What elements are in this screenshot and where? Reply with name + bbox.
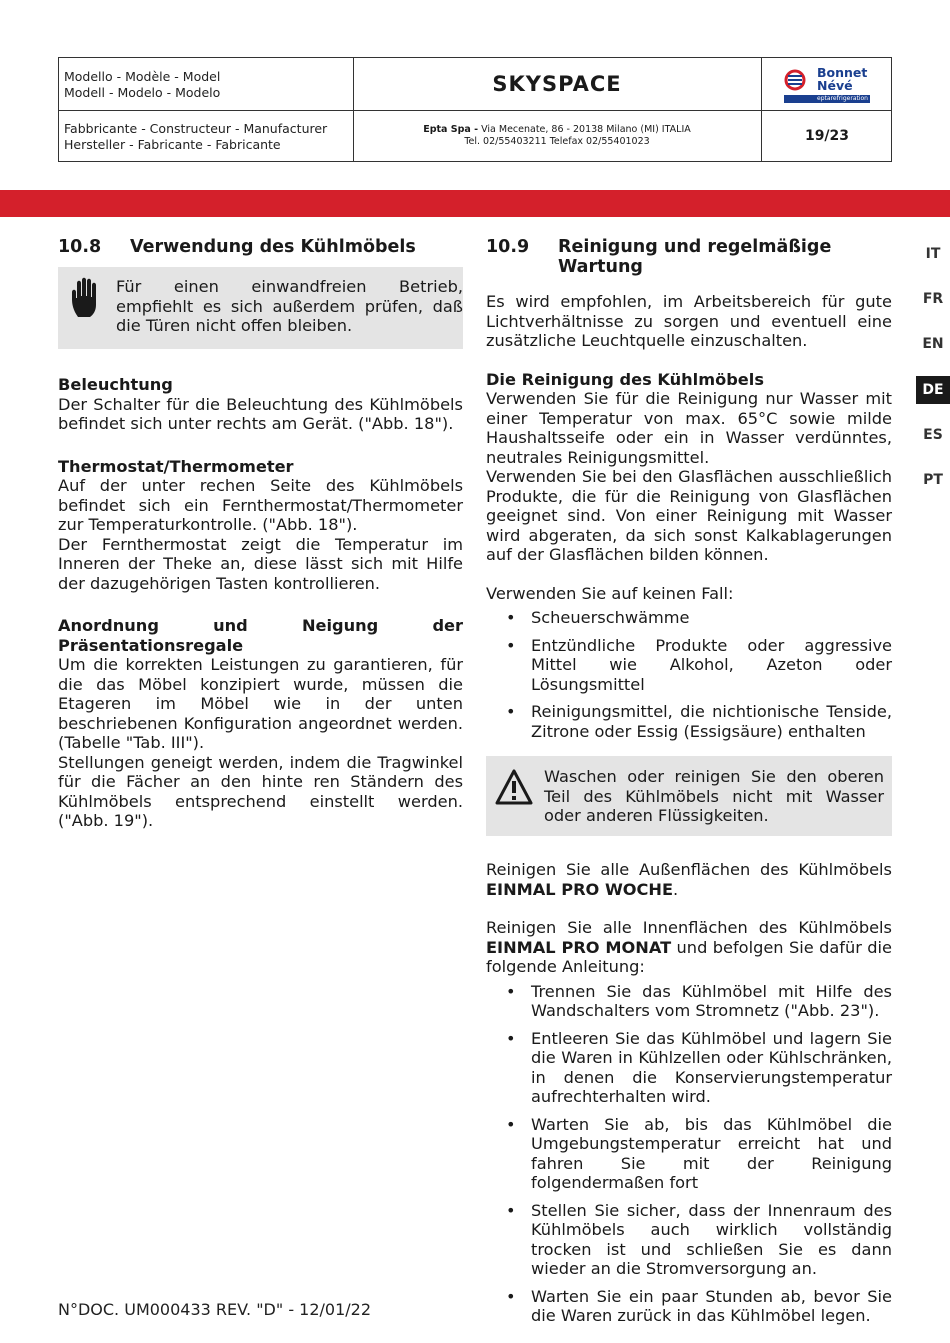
brand-logo xyxy=(784,66,870,104)
company-name: Epta Spa - xyxy=(423,124,479,135)
model-name: SKYSPACE xyxy=(492,72,622,96)
paragraph: Verwenden Sie für die Reinigung nur Wasser mit einer Temperatur von max. 65°C sowie milde Haushaltsseife oder ein in Wasser verdünntes, neutrales Reinigungsmittel. xyxy=(486,389,892,467)
list-item: • Entzündliche Produkte oder aggressive Mittel wie Alkohol, Azeton oder Lösungsmittel xyxy=(486,636,892,695)
header-table xyxy=(58,57,892,162)
paragraph: Stellungen geneigt werden, indem die Tragwinkel für die Fächer an den hinte ren Ständern des Kühlmöbels entsprechend einstellt werden. ("Abb. 19"). xyxy=(58,752,463,830)
weekly-end: . xyxy=(673,879,679,899)
paragraph: Verwenden Sie bei den Glasflächen ausschließlich Produkte, die für die Reinigung von Glasflächen geeignet sind. Von einer Reinigung mit Wasser wird abgeraten, da sich sonst Kalkablagerungen auf der Glasflächen bilden können. xyxy=(486,467,892,564)
company-phone: Tel. 02/55403211 Telefax 02/55401023 xyxy=(464,136,650,147)
paragraph-weekly xyxy=(486,860,892,899)
left-column xyxy=(58,237,463,831)
warning-triangle-icon xyxy=(495,769,533,805)
logo-tagline: eptarefrigeration xyxy=(817,95,868,102)
paragraph: Der Schalter für die Beleuchtung des Kühlmöbels befindet sich unter rechts am Gerät. ("Abb. 18"). xyxy=(58,394,463,433)
lang-tab-pt[interactable]: PT xyxy=(923,472,943,488)
monthly-emphasis: EINMAL PRO MONAT xyxy=(486,937,672,957)
paragraph: Verwenden Sie auf keinen Fall: xyxy=(486,583,734,603)
model-label-line-2: Modell - Modelo - Modelo xyxy=(64,85,221,100)
section-heading-10-8 xyxy=(58,237,463,257)
paragraph: Um die korrekten Leistungen zu garantieren, für die das Möbel konzipiert wurde, müssen die Etageren im Möbel wie in der unten beschriebenen Konfiguration angeordnet werden. (Tabelle "Tab. III"). xyxy=(58,655,463,752)
list-item: • Entleeren Sie das Kühlmöbel und lagern Sie die Waren in Kühlzellen oder Kühlschränken, in denen die Konservierungstemperatur aufrechterhalten wird. xyxy=(486,1029,892,1107)
list-item: • Reinigungsmittel, die nichtionische Tenside, Zitrone oder Essig (Essigsäure) enthalten xyxy=(486,702,892,741)
red-band xyxy=(0,190,950,217)
section-title-line-2: Wartung xyxy=(558,257,643,277)
list-item: • Warten Sie ab, bis das Kühlmöbel die Umgebungstemperatur erreicht hat und fahren Sie mit der Reinigung folgendermaßen fort xyxy=(486,1115,892,1193)
list-item: • Warten Sie ein paar Stunden ab, bevor Sie die Waren zurück in das Kühlmöbel legen. xyxy=(486,1287,892,1326)
section-heading-10-9 xyxy=(486,237,892,277)
warning-note-box xyxy=(486,756,892,836)
logo-text-line-1: Bonnet xyxy=(817,65,868,80)
lang-tab-en[interactable]: EN xyxy=(922,336,944,352)
lang-tab-fr[interactable]: FR xyxy=(922,291,944,307)
monthly-text: Reinigen Sie alle Innenflächen des Kühlmöbels xyxy=(486,918,892,937)
section-number: 10.8 xyxy=(58,237,102,257)
section-number: 10.9 xyxy=(486,237,530,257)
manufacturer-label-line-2: Hersteller - Fabricante - Fabricante xyxy=(64,137,281,152)
never-use-list xyxy=(486,608,892,741)
stop-hand-icon xyxy=(70,277,104,319)
steps-list xyxy=(486,982,892,1326)
logo-text-line-2: Névé xyxy=(817,78,853,93)
company-address: Via Mecenate, 86 - 20138 Milano (MI) ITALIA xyxy=(478,124,691,135)
page-number: 19/23 xyxy=(804,128,850,144)
section-title-line-1: Reinigung und regelmäßige xyxy=(558,237,832,257)
paragraph-monthly xyxy=(486,918,892,977)
subheading-reinigung: Die Reinigung des Kühlmöbels xyxy=(486,369,764,389)
header-divider xyxy=(59,110,891,111)
note-text: Für einen einwandfreien Betrieb, empfiehlt es sich außerdem prüfen, daß die Türen nicht offen bleiben. xyxy=(116,277,463,335)
list-item: • Trennen Sie das Kühlmöbel mit Hilfe des Wandschalters vom Stromnetz ("Abb. 23"). xyxy=(486,982,892,1021)
lang-tab-de[interactable]: DE xyxy=(916,376,950,404)
subheading-thermostat: Thermostat/Thermometer xyxy=(58,456,294,476)
doc-number-footer: N°DOC. UM000433 REV. "D" - 12/01/22 xyxy=(58,1300,372,1319)
weekly-emphasis: EINMAL PRO WOCHE xyxy=(486,879,674,899)
paragraph: Der Fernthermostat zeigt die Temperatur im Inneren der Theke an, diese lässt sich mit Hilfe der dazugehörigen Tasten kontrollieren. xyxy=(58,534,463,593)
paragraph: Auf der unter rechen Seite des Kühlmöbels befindet sich ein Fernthermostat/Thermometer zur Temperaturkontrolle. ("Abb. 18"). xyxy=(58,476,463,534)
weekly-text: Reinigen Sie alle Außenflächen des Kühlmöbels xyxy=(486,860,892,879)
paragraph: Es wird empfohlen, im Arbeitsbereich für gute Lichtverhältnisse zu sorgen und eventuell eine zusätzliche Leuchtquelle einzuschalten. xyxy=(486,292,892,350)
lang-tab-it[interactable]: IT xyxy=(925,246,941,262)
hand-note-box xyxy=(58,267,463,349)
lang-tab-es[interactable]: ES xyxy=(923,427,943,443)
manufacturer-label-line-1: Fabbricante - Constructeur - Manufacturer xyxy=(64,121,328,136)
monthly-end: und befolgen Sie dafür die folgende Anleitung: xyxy=(486,937,892,976)
model-label-line-1: Modello - Modèle - Model xyxy=(64,69,221,84)
logo-text xyxy=(817,66,867,92)
right-column xyxy=(486,237,892,1334)
company-info xyxy=(354,124,760,148)
list-item: • Stellen Sie sicher, dass der Innenraum des Kühlmöbels auch wirklich vollständig trocken ist und schließen Sie es dann wieder an die Stromversorgung an. xyxy=(486,1201,892,1279)
subheading-beleuchtung: Beleuchtung xyxy=(58,375,173,394)
subheading-anordnung: Anordnung und Neigung der Präsentationsregale xyxy=(58,616,463,655)
section-title: Verwendung des Kühlmöbels xyxy=(130,237,416,257)
manufacturer-label xyxy=(64,121,327,153)
model-label xyxy=(64,69,220,101)
warning-text: Waschen oder reinigen Sie den oberen Teil des Kühlmöbels nicht mit Wasser oder anderen Flüssigkeiten. xyxy=(544,767,884,825)
list-item: • Scheuerschwämme xyxy=(486,608,892,628)
